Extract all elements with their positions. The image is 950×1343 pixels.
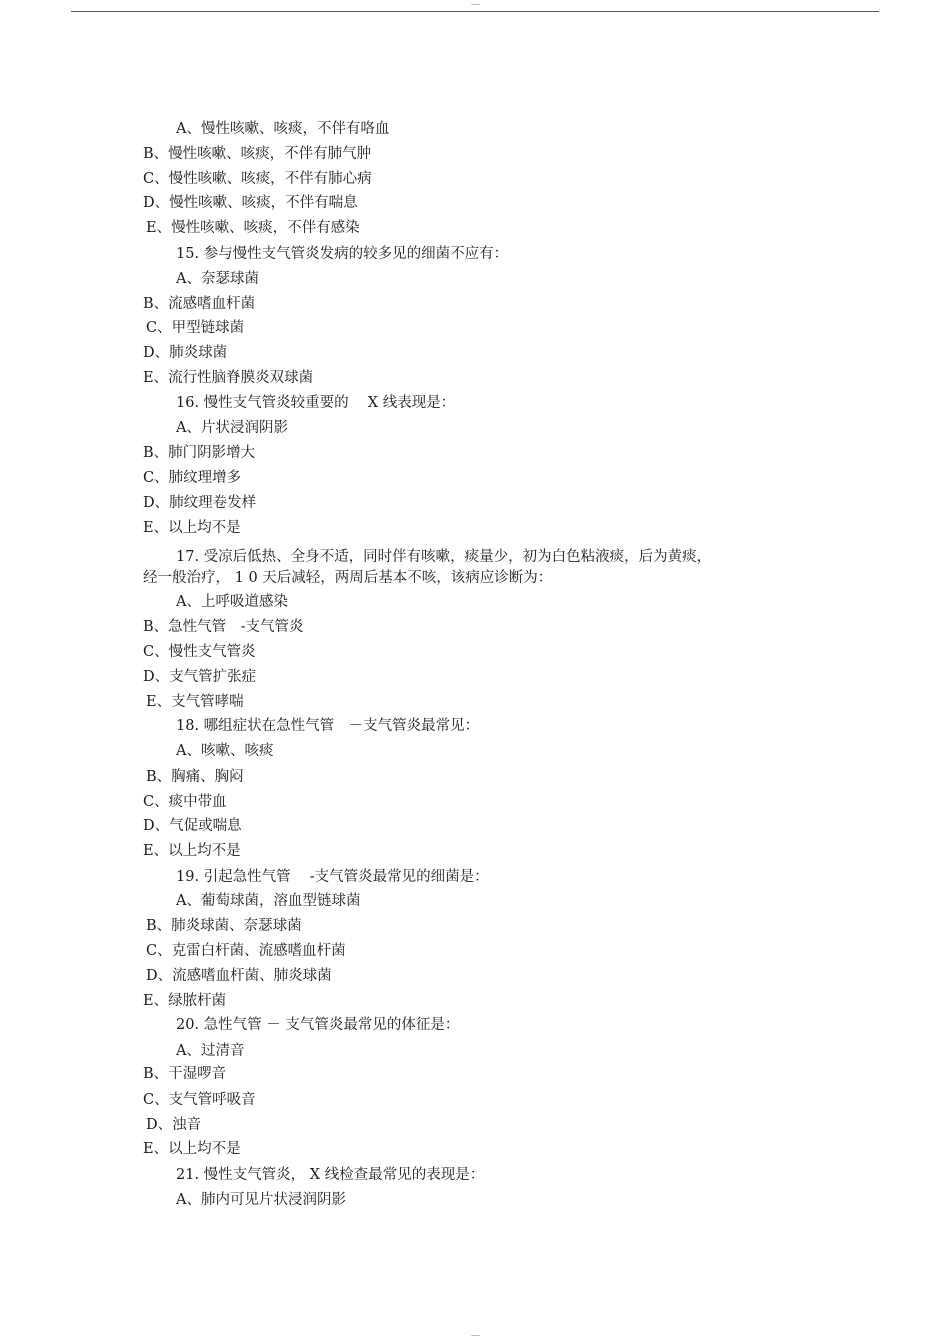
option-a: A、肺内可见片状浸润阴影: [176, 1192, 346, 1208]
option-e: E、支气管哮喘: [146, 694, 244, 710]
option-a: A、葡萄球菌，溶血型链球菌: [176, 893, 361, 909]
question-15: 15. 参与慢性支气管炎发病的较多见的细菌不应有：: [176, 246, 509, 262]
option-c: C、痰中带血: [143, 794, 227, 810]
option-b: B、慢性咳嗽、咳痰，不伴有肺气肿: [143, 146, 372, 162]
option-d: D、浊音: [146, 1117, 202, 1133]
question-20: 20. 急性气管 － 支气管炎最常见的体征是：: [176, 1017, 460, 1033]
footer-mark: —: [471, 1331, 480, 1341]
question-18: 18. 哪组症状在急性气管 －支气管炎最常见：: [176, 718, 480, 734]
option-e: E、以上均不是: [143, 1141, 241, 1157]
option-b: B、肺门阴影增大: [143, 445, 256, 461]
option-e: E、绿脓杆菌: [143, 993, 227, 1009]
option-c: C、克雷白杆菌、流感嗜血杆菌: [146, 943, 346, 959]
option-a: A、咳嗽、咳痰: [176, 743, 274, 759]
header-rule: [71, 11, 879, 12]
question-21: 21. 慢性支气管炎， X 线检查最常见的表现是：: [176, 1167, 485, 1183]
option-c: C、肺纹理增多: [143, 470, 242, 486]
option-b: B、胸痛、胸闷: [146, 769, 244, 785]
option-c: C、甲型链球菌: [146, 320, 245, 336]
question-17: 17. 受凉后低热、全身不适，同时伴有咳嗽，痰量少，初为白色粘液痰，后为黄痰，: [176, 549, 712, 565]
option-a: A、片状浸润阴影: [176, 420, 288, 436]
option-c: C、慢性支气管炎: [143, 644, 256, 660]
question-16: 16. 慢性支气管炎较重要的 X 线表现是：: [176, 395, 456, 411]
option-b: B、肺炎球菌、奈瑟球菌: [146, 918, 302, 934]
option-c: C、慢性咳嗽、咳痰，不伴有肺心病: [143, 171, 372, 187]
option-d: D、慢性咳嗽、咳痰，不伴有喘息: [143, 195, 358, 211]
option-e: E、流行性脑脊膜炎双球菌: [143, 370, 314, 386]
question-19: 19. 引起急性气管 -支气管炎最常见的细菌是：: [176, 869, 489, 885]
question-17-continued: 经一般治疗， 1 0 天后减轻，两周后基本不咳，该病应诊断为：: [143, 570, 553, 586]
option-b: B、干湿啰音: [143, 1066, 227, 1082]
option-d: D、气促或喘息: [143, 818, 242, 834]
option-a: A、奈瑟球菌: [176, 271, 259, 287]
option-e: E、以上均不是: [143, 520, 241, 536]
option-a: A、过清音: [176, 1043, 245, 1059]
option-d: D、支气管扩张症: [143, 669, 257, 685]
option-c: C、支气管呼吸音: [143, 1092, 256, 1108]
option-a: A、慢性咳嗽、咳痰，不伴有咯血: [176, 121, 390, 137]
option-a: A、上呼吸道感染: [176, 594, 288, 610]
option-d: D、肺炎球菌: [143, 345, 228, 361]
header-mark: —: [471, 0, 480, 10]
option-e: E、以上均不是: [143, 843, 241, 859]
option-d: D、肺纹理卷发样: [143, 495, 257, 511]
option-b: B、急性气管 -支气管炎: [143, 619, 304, 635]
option-b: B、流感嗜血杆菌: [143, 296, 256, 312]
option-d: D、流感嗜血杆菌、肺炎球菌: [146, 968, 332, 984]
option-e: E、慢性咳嗽、咳痰，不伴有感染: [146, 220, 360, 236]
